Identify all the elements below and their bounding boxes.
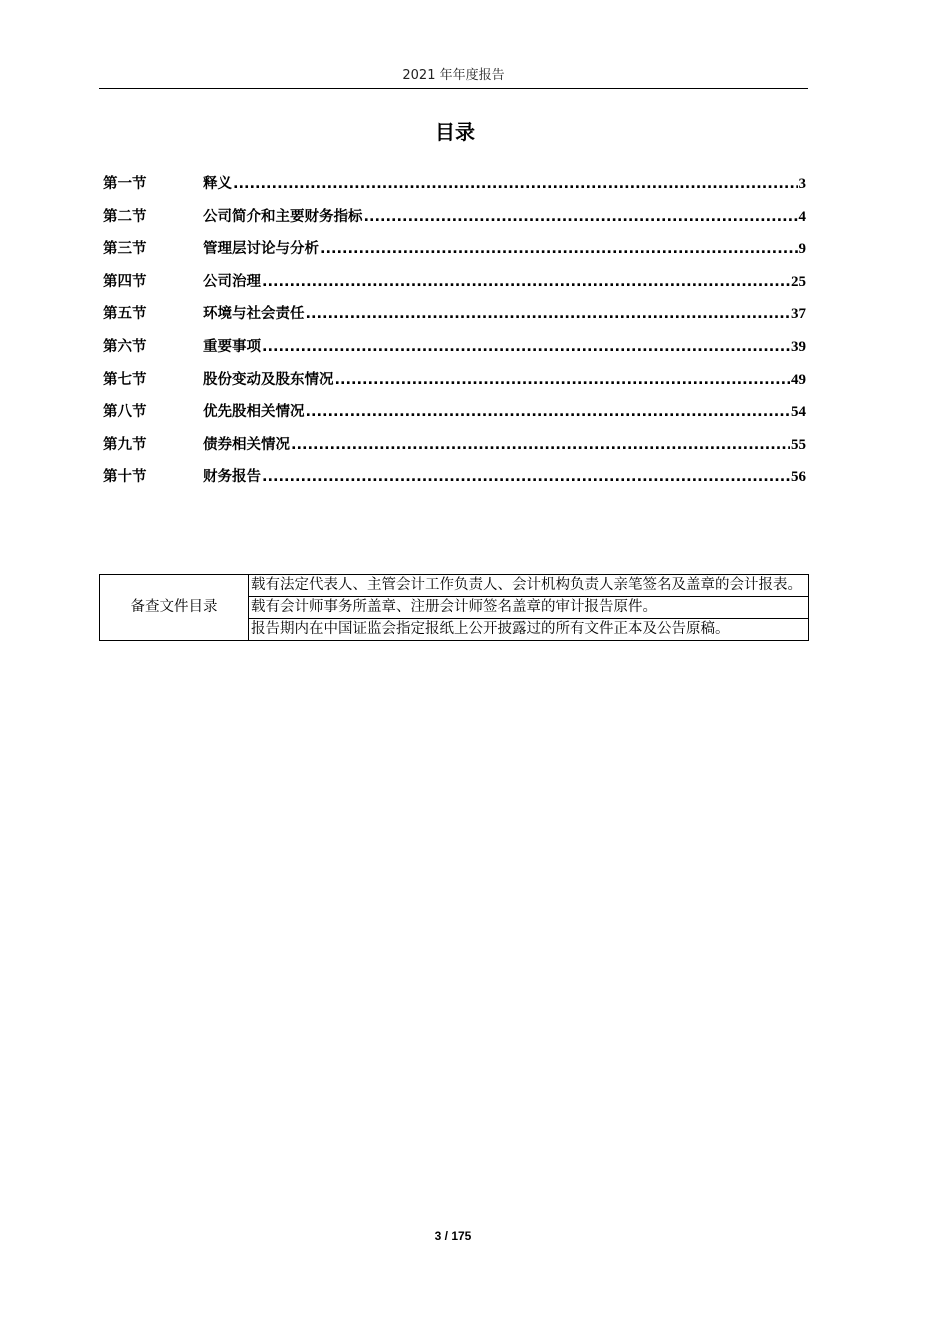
toc-leader-dots <box>335 372 791 388</box>
toc-section-number: 第五节 <box>103 306 147 323</box>
toc-leader-dots <box>262 469 790 485</box>
toc-section-title: 优先股相关情况 <box>203 404 305 421</box>
toc-page-number: 4 <box>798 208 806 225</box>
toc-entry[interactable] <box>103 237 806 270</box>
toc-leader-dots <box>306 404 791 420</box>
toc-entry[interactable] <box>103 335 806 368</box>
toc-leader-dots <box>262 339 790 355</box>
toc-section-number: 第七节 <box>103 371 147 388</box>
toc-entry[interactable] <box>103 270 806 303</box>
toc-section-number: 第二节 <box>103 208 147 225</box>
toc-section-title: 重要事项 <box>203 338 261 355</box>
toc-page-number: 9 <box>798 241 806 258</box>
toc-section-title: 债券相关情况 <box>203 436 290 453</box>
toc-section-title: 财务报告 <box>203 469 261 486</box>
toc-page-number: 54 <box>791 404 806 421</box>
reference-item: 报告期内在中国证监会指定报纸上公开披露过的所有文件正本及公告原稿。 <box>249 619 809 641</box>
toc-entry[interactable] <box>103 172 806 205</box>
toc-leader-dots <box>262 274 790 290</box>
toc-entry[interactable] <box>103 302 806 335</box>
toc-section-number: 第三节 <box>103 241 147 258</box>
reference-item: 载有会计师事务所盖章、注册会计师签名盖章的审计报告原件。 <box>249 597 809 619</box>
toc-section-title: 公司简介和主要财务指标 <box>203 208 363 225</box>
toc-section-number: 第九节 <box>103 436 147 453</box>
toc-entry[interactable] <box>103 368 806 401</box>
reference-documents-table <box>99 574 809 641</box>
toc-section-number: 第一节 <box>103 176 147 192</box>
toc-section-title: 股份变动及股东情况 <box>203 371 334 388</box>
toc-page-number: 37 <box>791 306 806 323</box>
reference-label: 备查文件目录 <box>100 575 249 641</box>
toc-leader-dots <box>320 241 798 257</box>
toc-section-number: 第十节 <box>103 469 147 486</box>
toc-section-title: 公司治理 <box>203 273 261 290</box>
toc-leader-dots <box>364 209 798 225</box>
toc-section-title: 环境与社会责任 <box>203 306 305 323</box>
page-header: 2021 年年度报告 <box>99 66 808 89</box>
toc-page-number: 56 <box>791 469 806 486</box>
reference-item: 载有法定代表人、主管会计工作负责人、会计机构负责人亲笔签名及盖章的会计报表。 <box>249 575 809 597</box>
toc-section-number: 第八节 <box>103 404 147 421</box>
toc-entry[interactable] <box>103 205 806 238</box>
toc-entry[interactable] <box>103 400 806 433</box>
page-title: 目录 <box>435 120 475 144</box>
toc-page-number: 55 <box>791 436 806 453</box>
toc-leader-dots <box>233 176 798 192</box>
toc-page-number: 3 <box>798 176 806 192</box>
page-number: 3 / 175 <box>434 1229 472 1243</box>
table-row <box>100 575 809 597</box>
toc-section-number: 第四节 <box>103 273 147 290</box>
toc-section-number: 第六节 <box>103 338 147 355</box>
toc-section-title: 管理层讨论与分析 <box>203 241 319 258</box>
toc-section-title: 释义 <box>203 176 232 192</box>
toc-page-number: 25 <box>791 273 806 290</box>
toc-entry[interactable] <box>103 465 806 498</box>
toc-leader-dots <box>291 437 790 453</box>
toc-leader-dots <box>306 306 791 322</box>
toc-entry[interactable] <box>103 433 806 466</box>
toc-page-number: 49 <box>791 371 806 388</box>
toc-page-number: 39 <box>791 338 806 355</box>
table-of-contents <box>103 172 806 498</box>
